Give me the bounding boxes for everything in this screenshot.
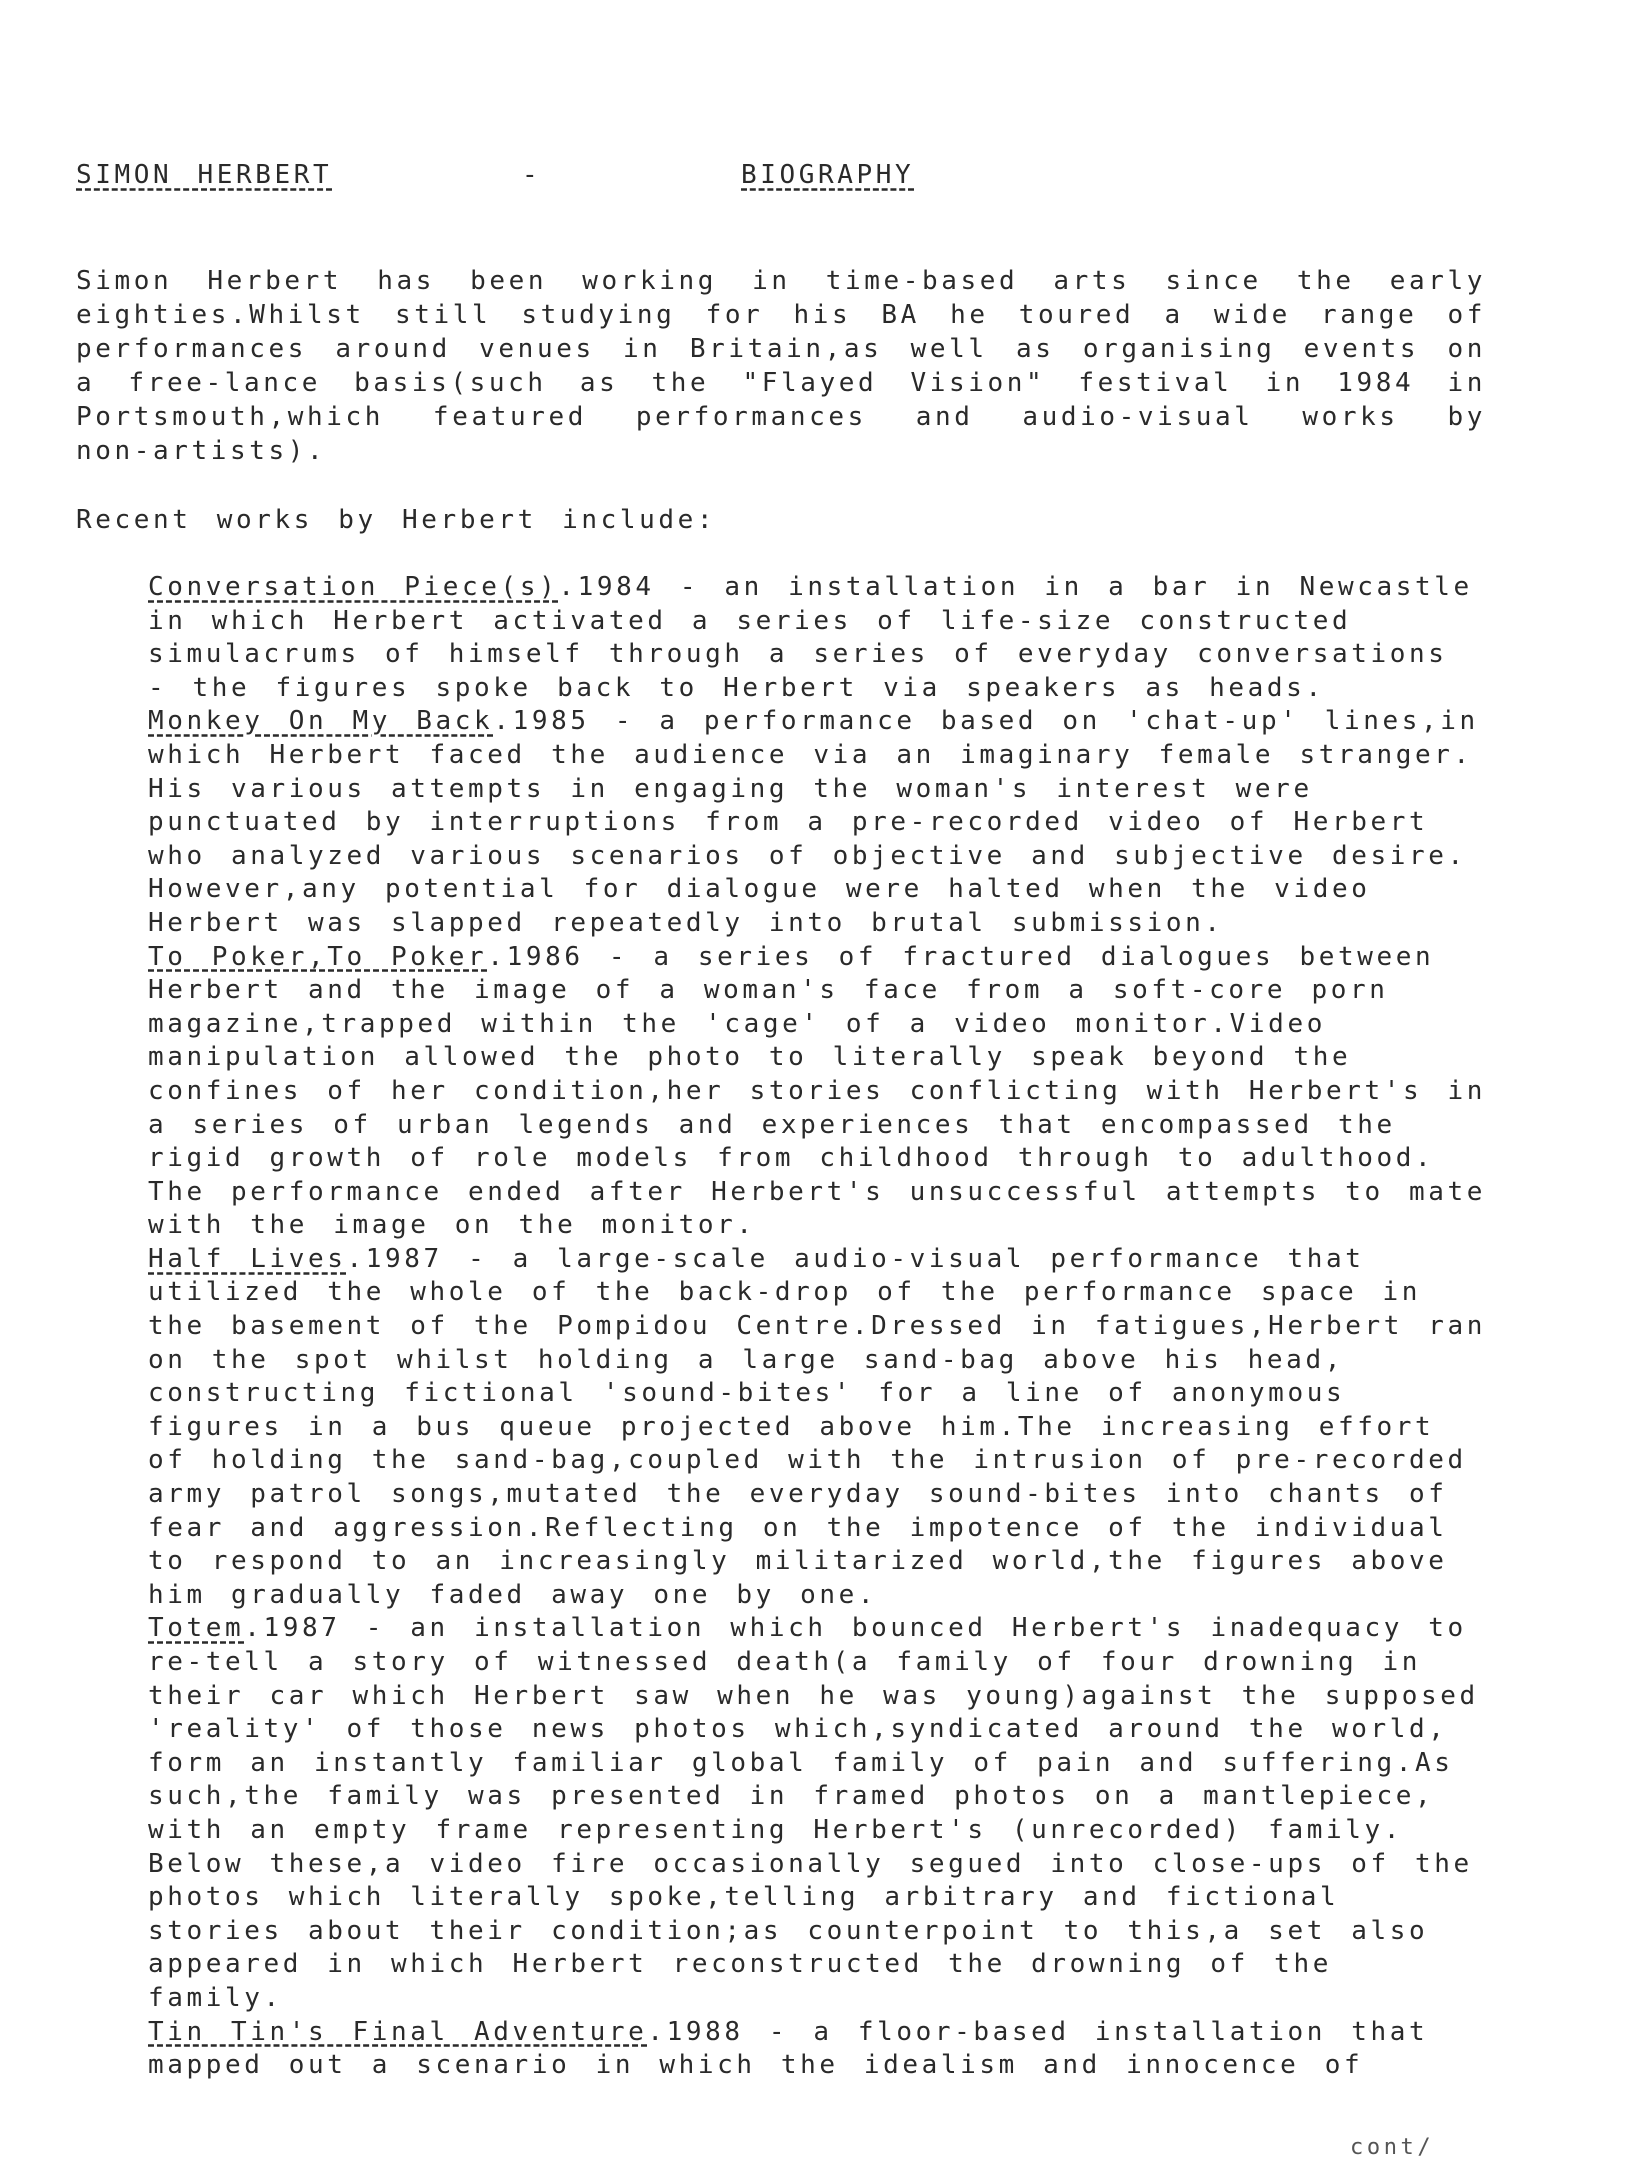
work-entry (148, 1243, 1488, 1613)
intro-paragraph (76, 264, 1486, 468)
intro-line: Simon Herbert has been working in time-based arts since the early (76, 266, 1486, 296)
header-separator: - (522, 160, 542, 190)
work-description: .1987 - a large-scale audio-visual performance that utilized the whole of the back-drop of the performance space in the basement of the Pompidou Centre.Dressed in fatigues,Herbert ran on the spot whilst holding a large sand-bag above his head, constructing fictional 'sound-bites' for a line of anonymous figures in a bus queue projected above him.The increasing effort of holding the sand-bag,coupled with the intrusion of pre-recorded army patrol songs,mutated the everyday sound-bites into chants of fear and aggression.Reflecting on the impotence of the individual to respond to an increasingly militarized world,the figures above him gradually faded away one by one. (148, 1243, 1486, 1610)
intro-line: a free-lance basis(such as the "Flayed Vision" festival in 1984 in (76, 368, 1486, 398)
work-title: To Poker,To Poker (148, 941, 488, 972)
work-entry (148, 1612, 1488, 2015)
work-title: Conversation Piece(s) (148, 572, 559, 602)
work-description: .1985 - a performance based on 'chat-up' lines,in which Herbert faced the audience via an imaginary female stranger. His various attempts in engaging the woman's interest were punctuated by interruptions from a pre-recorded video of Herbert who analyzed various scenarios of objective and subjective desire. However,any potential for dialogue were halted when the video Herbert was slapped repeatedly into brutal submission. (148, 706, 1479, 938)
work-entry (148, 2016, 1488, 2083)
work-description: .1988 - a floor-based installation that mapped out a scenario in which the idealism and innocence of (148, 2016, 1429, 2081)
intro-line: non-artists). (76, 436, 327, 466)
work-title: Tin Tin's Final Adventure (148, 2016, 648, 2047)
author-name: SIMON HERBERT (76, 160, 333, 190)
intro-line: performances around venues in Britain,as well as organising events on (76, 334, 1486, 364)
intro-line: Portsmouth,which featured performances and audio-visual works by (76, 402, 1486, 432)
work-description: .1986 - a series of fractured dialogues between Herbert and the image of a woman's face from a soft-core porn magazine,trapped within the 'cage' of a video monitor.Video manipulation allowed the photo to literally speak beyond the confines of her condition,her stories conflicting with Herbert's in a series of urban legends and experiences that encompassed the rigid growth of role models from childhood through to adulthood. The performance ended after Herbert's unsuccessful attempts to mate with the image on the monitor. (148, 941, 1486, 1241)
work-title: Monkey On My Back (148, 706, 494, 737)
document-header (0, 160, 1648, 200)
continued-note: cont/ (1350, 2135, 1435, 2160)
works-list (148, 571, 1488, 2083)
recent-works-heading: Recent works by Herbert include: (76, 505, 717, 535)
intro-line: eighties.Whilst still studying for his BA he toured a wide range of (76, 300, 1486, 330)
work-entry (148, 571, 1488, 705)
work-description: .1987 - an installation which bounced Herbert's inadequacy to re-tell a story of witnessed death(a family of four drowning in their car which Herbert saw when he was young)against the supposed 'reality' of those news photos which,syndicated around the world, form an instantly familiar global family of pain and suffering.As such,the family was presented in framed photos on a mantlepiece, with an empty frame representing Herbert's (unrecorded) family. Below these,a video fire occasionally segued into close-ups of the photos which literally spoke,telling arbitrary and fictional stories about their condition;as counterpoint to this,a set also appeared in which Herbert reconstructed the drowning of the family. (148, 1613, 1479, 2013)
work-title: Half Lives (148, 1243, 347, 1274)
work-entry (148, 941, 1488, 1243)
work-title: Totem (148, 1613, 245, 1644)
work-entry (148, 705, 1488, 940)
document-title: BIOGRAPHY (741, 160, 915, 190)
work-description: .1984 - an installation in a bar in Newcastle in which Herbert activated a series of life-size constructed simulacrums of himself through a series of everyday conversations - the figures spoke back to Herbert via speakers as heads. (148, 572, 1473, 703)
